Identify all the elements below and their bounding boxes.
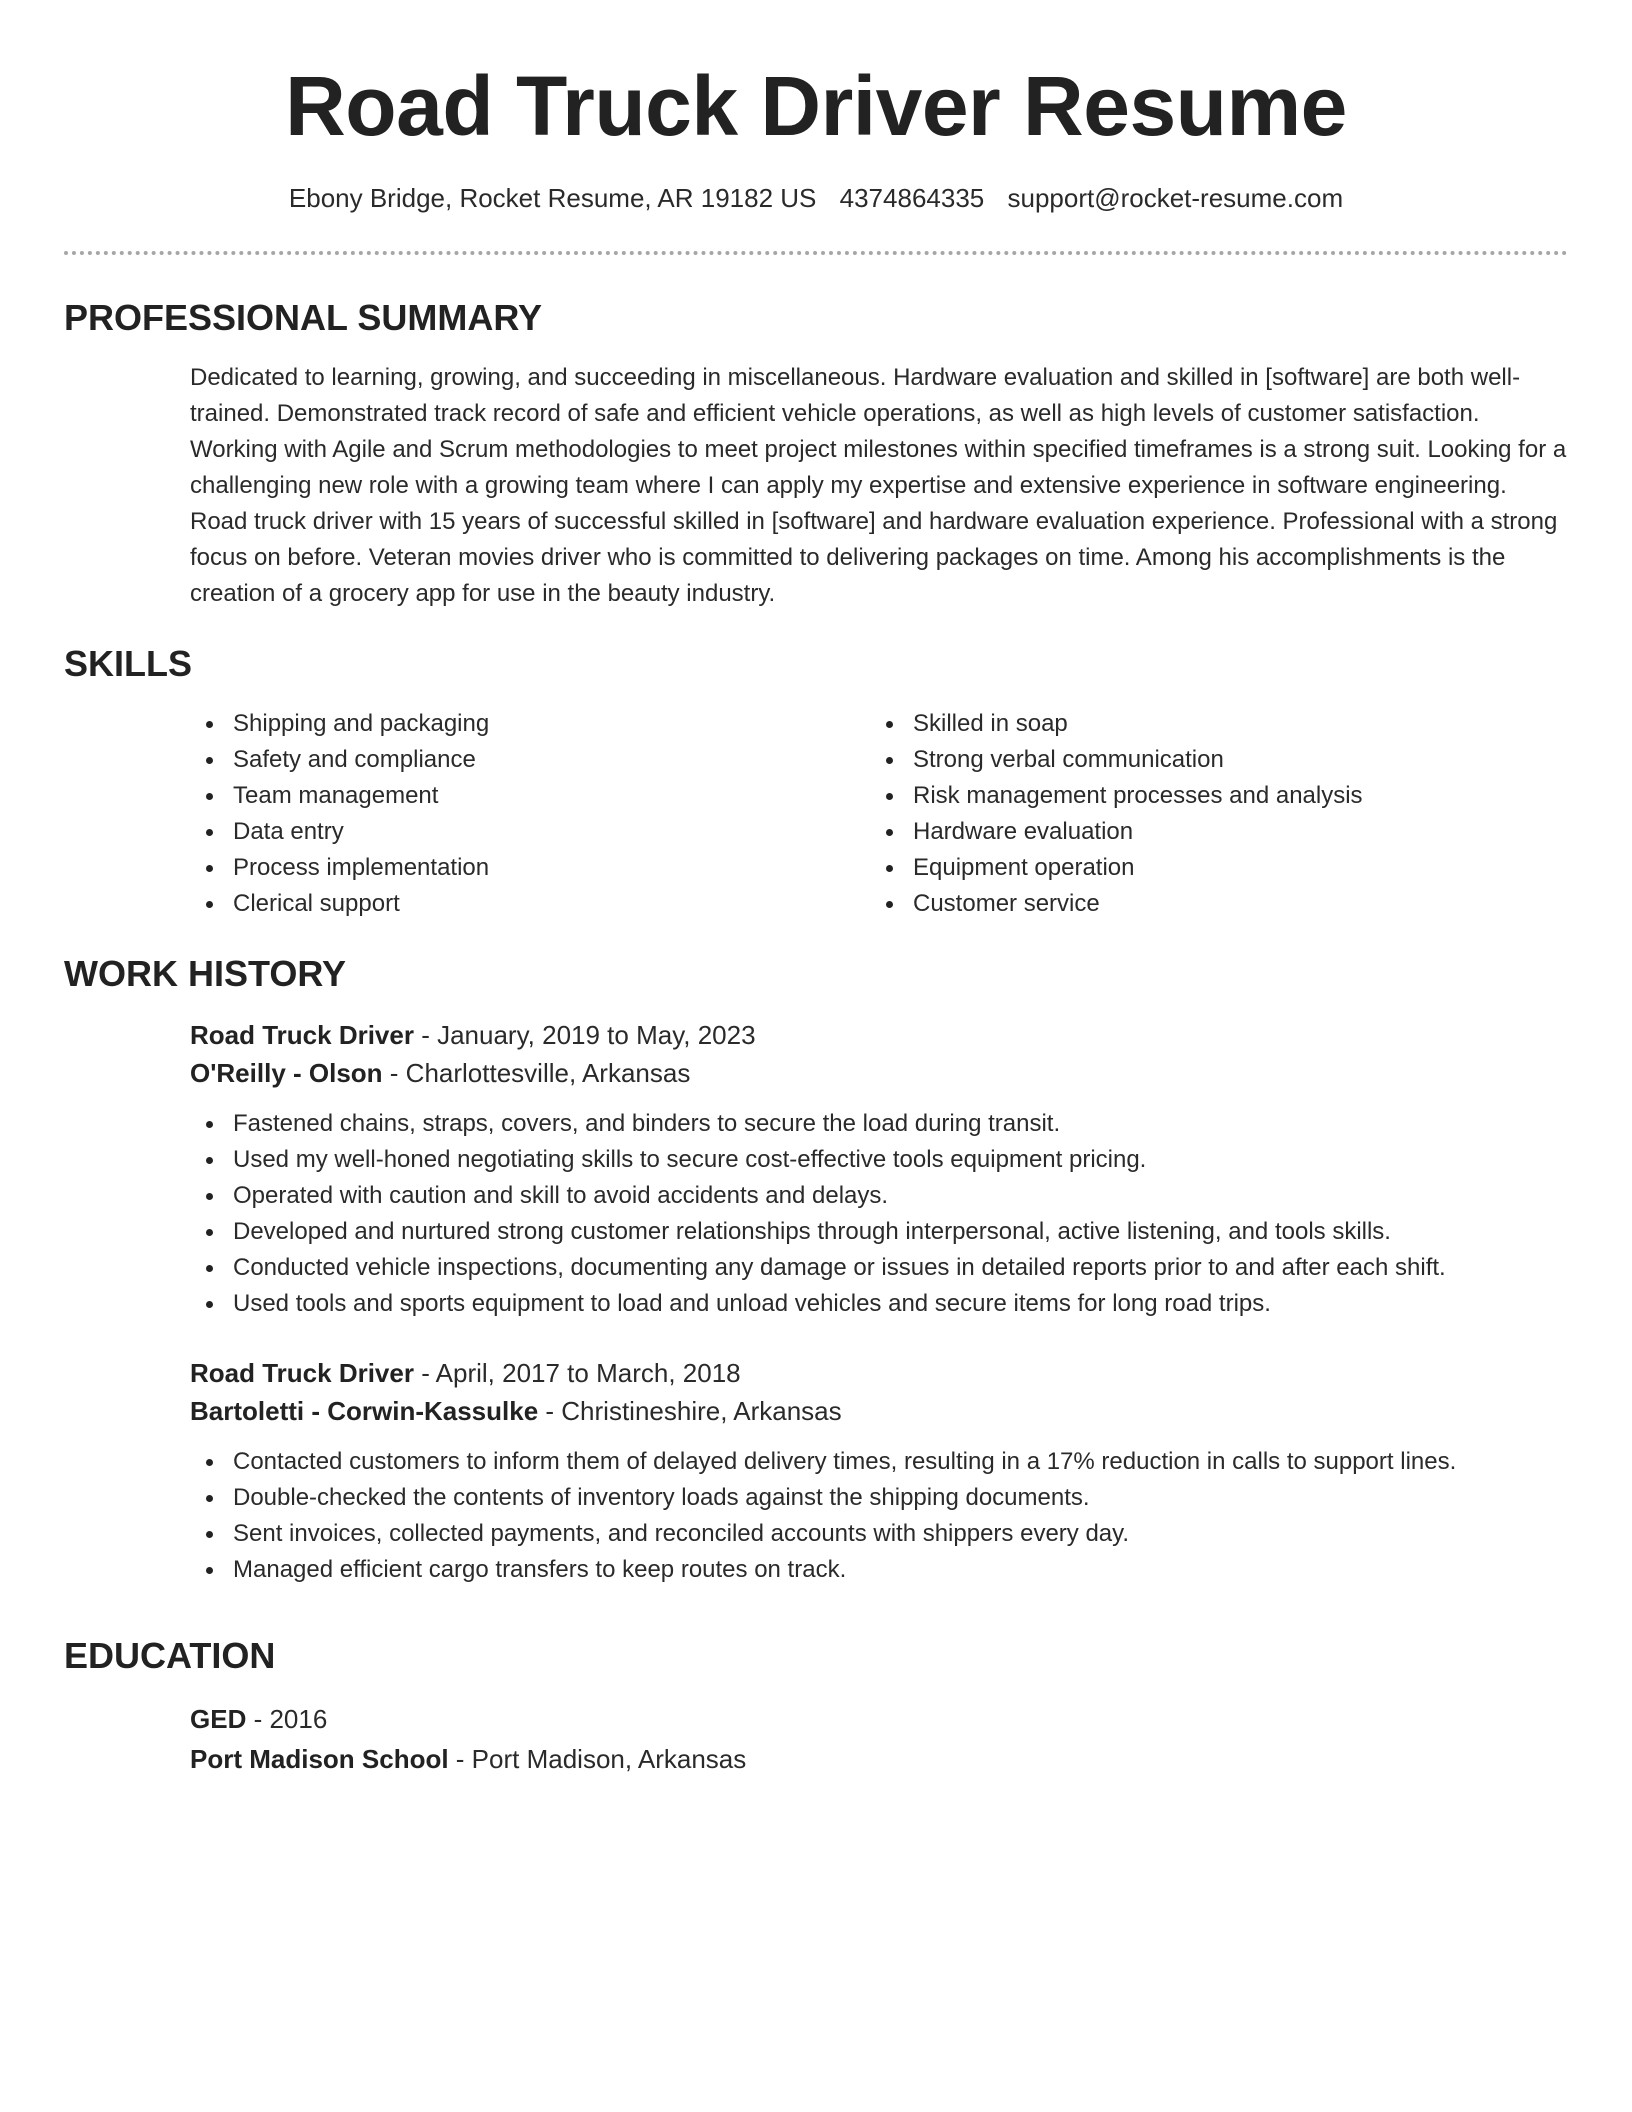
skill-item: Skilled in soap: [913, 706, 1550, 742]
work-history-section: [64, 952, 1568, 1588]
education-heading: EDUCATION: [64, 1635, 276, 1676]
skills-column-right: [870, 706, 1550, 922]
job-company-line: [190, 1054, 1568, 1092]
job-role: Road Truck Driver: [190, 1358, 414, 1388]
header-divider: [64, 251, 1568, 255]
skill-item: Hardware evaluation: [913, 814, 1550, 850]
skills-list-right: [870, 706, 1550, 922]
job-company-line: [190, 1392, 1568, 1430]
job-duty: Fastened chains, straps, covers, and binders to secure the load during transit.: [233, 1106, 1568, 1142]
summary-body: [190, 360, 1568, 612]
job-duty: Conducted vehicle inspections, documenting any damage or issues in detailed reports prior to and after each shift.: [233, 1250, 1568, 1286]
contact-address: Ebony Bridge, Rocket Resume, AR 19182 US: [288, 183, 817, 213]
summary-section: [64, 296, 1568, 612]
job-entry: [190, 1016, 1568, 1322]
job-location: - Charlottesville, Arkansas: [382, 1058, 691, 1088]
job-duty: Operated with caution and skill to avoid accidents and delays.: [233, 1178, 1568, 1214]
skills-body: [190, 706, 1568, 922]
job-duty: Developed and nurtured strong customer relationships through interpersonal, active listening, and tools skills.: [233, 1214, 1568, 1250]
summary-heading: PROFESSIONAL SUMMARY: [64, 297, 543, 338]
job-role: Road Truck Driver: [190, 1020, 414, 1050]
school-location: - Port Madison, Arkansas: [448, 1744, 747, 1774]
job-duty: Contacted customers to inform them of delayed delivery times, resulting in a 17% reduction in calls to support lines.: [233, 1444, 1568, 1480]
skills-section: [64, 642, 1568, 922]
job-duties-list: [190, 1106, 1568, 1322]
school-name: Port Madison School: [190, 1744, 449, 1774]
skills-heading: SKILLS: [64, 643, 193, 684]
school-line: [190, 1740, 1568, 1778]
skill-item: Customer service: [913, 886, 1550, 922]
skill-item: Shipping and packaging: [233, 706, 870, 742]
skill-item: Clerical support: [233, 886, 870, 922]
job-duty: Used my well-honed negotiating skills to secure cost-effective tools equipment pricing.: [233, 1142, 1568, 1178]
contact-line: [0, 180, 1632, 216]
skills-column-left: [190, 706, 870, 922]
skill-item: Process implementation: [233, 850, 870, 886]
skills-list-left: [190, 706, 870, 922]
education-section: [64, 1634, 1568, 1778]
skill-item: Equipment operation: [913, 850, 1550, 886]
job-location: - Christineshire, Arkansas: [538, 1396, 842, 1426]
degree-name: GED: [190, 1704, 247, 1734]
degree-line: [190, 1700, 1568, 1738]
job-dates: - January, 2019 to May, 2023: [413, 1020, 756, 1050]
education-entry: [190, 1700, 1568, 1778]
resume-title: Road Truck Driver Resume: [285, 59, 1347, 153]
contact-email: support@rocket-resume.com: [1007, 183, 1344, 213]
job-duties-list: [190, 1444, 1568, 1588]
job-title-line: [190, 1016, 1568, 1054]
job-duty: Sent invoices, collected payments, and reconciled accounts with shippers every day.: [233, 1516, 1568, 1552]
skills-grid: [190, 706, 1568, 922]
job-duty: Managed efficient cargo transfers to keep routes on track.: [233, 1552, 1568, 1588]
job-company: Bartoletti - Corwin-Kassulke: [190, 1396, 539, 1426]
job-company: O'Reilly - Olson: [190, 1058, 383, 1088]
job-dates: - April, 2017 to March, 2018: [413, 1358, 741, 1388]
skill-item: Team management: [233, 778, 870, 814]
work-history-heading: WORK HISTORY: [64, 953, 347, 994]
job-duty: Double-checked the contents of inventory loads against the shipping documents.: [233, 1480, 1568, 1516]
degree-year: - 2016: [246, 1704, 328, 1734]
contact-phone: 4374864335: [839, 183, 985, 213]
skill-item: Risk management processes and analysis: [913, 778, 1550, 814]
job-entry: [190, 1354, 1568, 1588]
skill-item: Data entry: [233, 814, 870, 850]
job-title-line: [190, 1354, 1568, 1392]
job-duty: Used tools and sports equipment to load and unload vehicles and secure items for long road trips.: [233, 1286, 1568, 1322]
skill-item: Safety and compliance: [233, 742, 870, 778]
skill-item: Strong verbal communication: [913, 742, 1550, 778]
summary-text: Dedicated to learning, growing, and succeeding in miscellaneous. Hardware evaluation and skilled in [software] are both well-trained. Demonstrated track record of safe and efficient vehicle operations, as well as high levels of customer satisfaction. Working with Agile and Scrum methodologies to meet project milestones within specified timeframes is a strong suit. Looking for a challenging new role with a growing team where I can apply my expertise and extensive experience in software engineering. Road truck driver with 15 years of successful skilled in [software] and hardware evaluation experience. Professional with a strong focus on before. Veteran movies driver who is committed to delivering packages on time. Among his accomplishments is the creation of a grocery app for use in the beauty industry.: [190, 364, 1567, 607]
